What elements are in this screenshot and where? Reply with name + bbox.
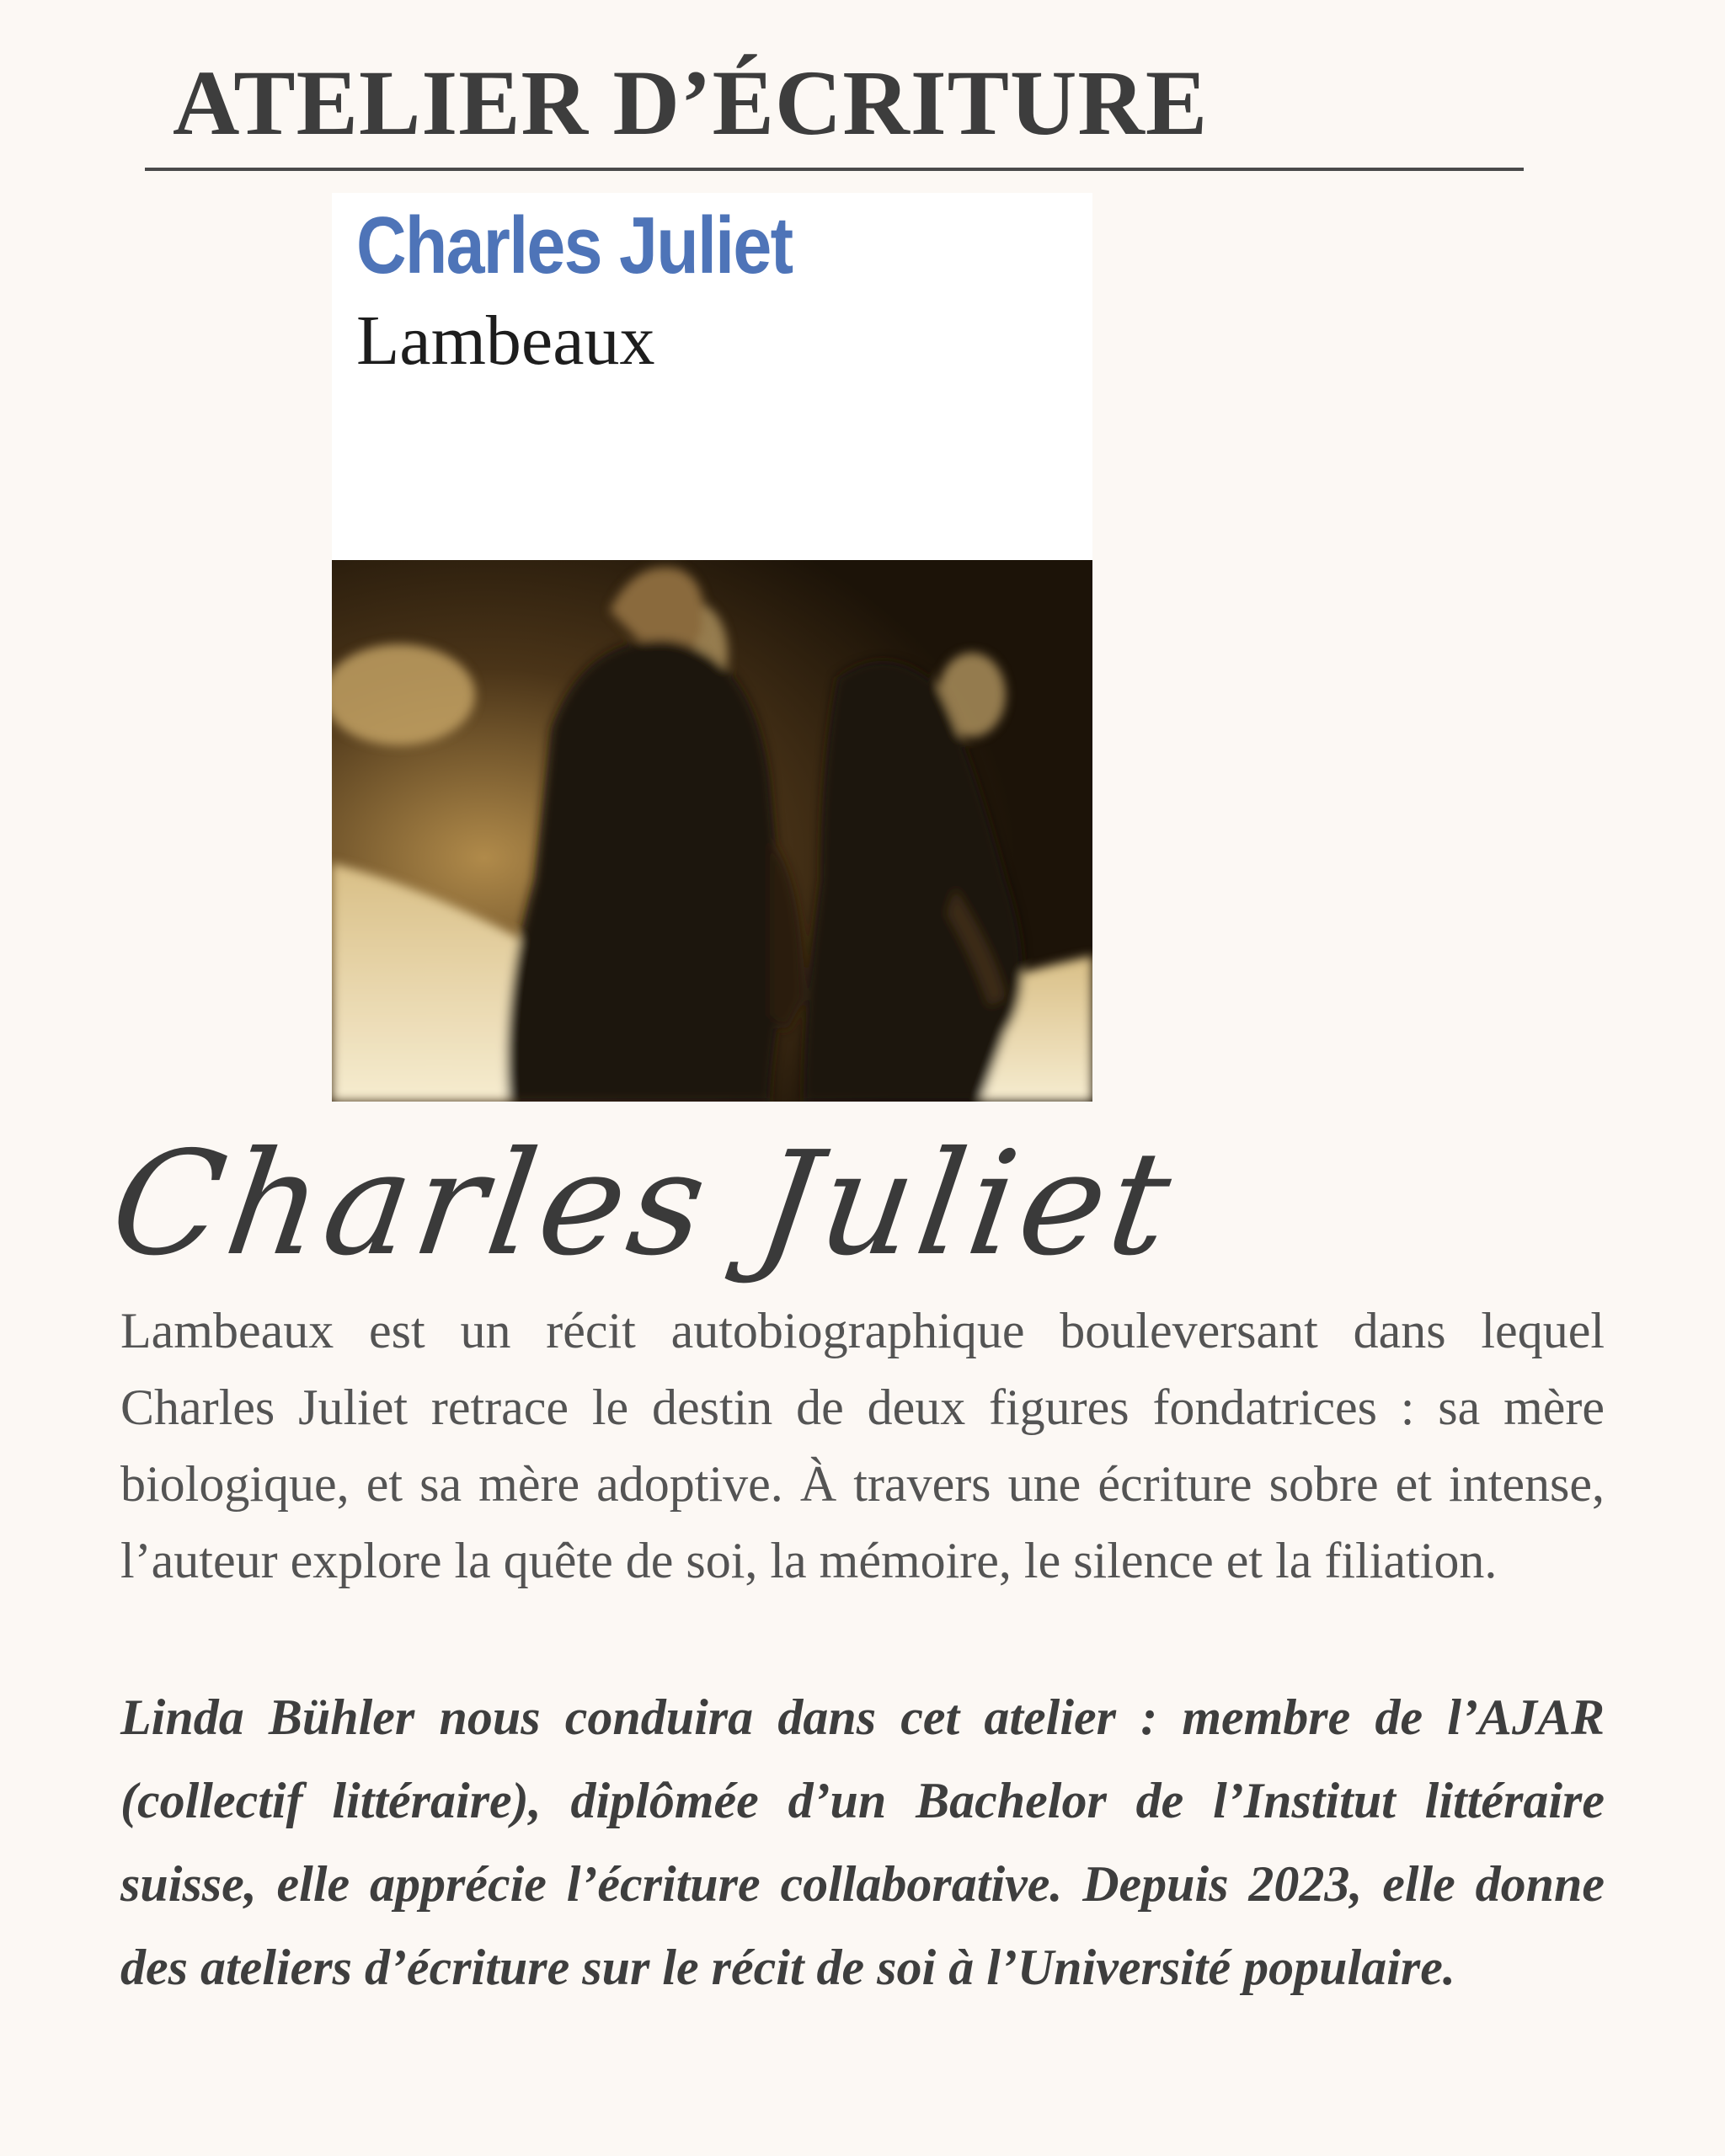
facilitator-bio: Linda Bühler nous conduira dans cet atelier : membre de l’AJAR (collectif littéraire), diplômée d’un Bachelor de l’Institut littéraire suisse, elle apprécie l’écriture collaborative. Depuis 2023, elle donne des ateliers d’écriture sur le récit de soi à l’Université populaire. bbox=[120, 1689, 1605, 1995]
title-underline bbox=[145, 168, 1524, 171]
book-description: Lambeaux est un récit autobiographique bouleversant dans lequel Charles Juliet retrace le destin de deux figures fondatrices : sa mère biologique, et sa mère adoptive. À travers une écriture sobre et intense, l’auteur explore la quête de soi, la mémoire, le silence et la filiation. bbox=[120, 1303, 1605, 1588]
cover-photo bbox=[332, 560, 1092, 1102]
page-title: ATELIER D’ÉCRITURE bbox=[173, 51, 1209, 154]
cover-title: Lambeaux bbox=[356, 302, 655, 380]
cover-author: Charles Juliet bbox=[356, 200, 793, 291]
author-signature: Charles Juliet bbox=[102, 1121, 1185, 1288]
book-cover bbox=[332, 193, 1092, 1102]
